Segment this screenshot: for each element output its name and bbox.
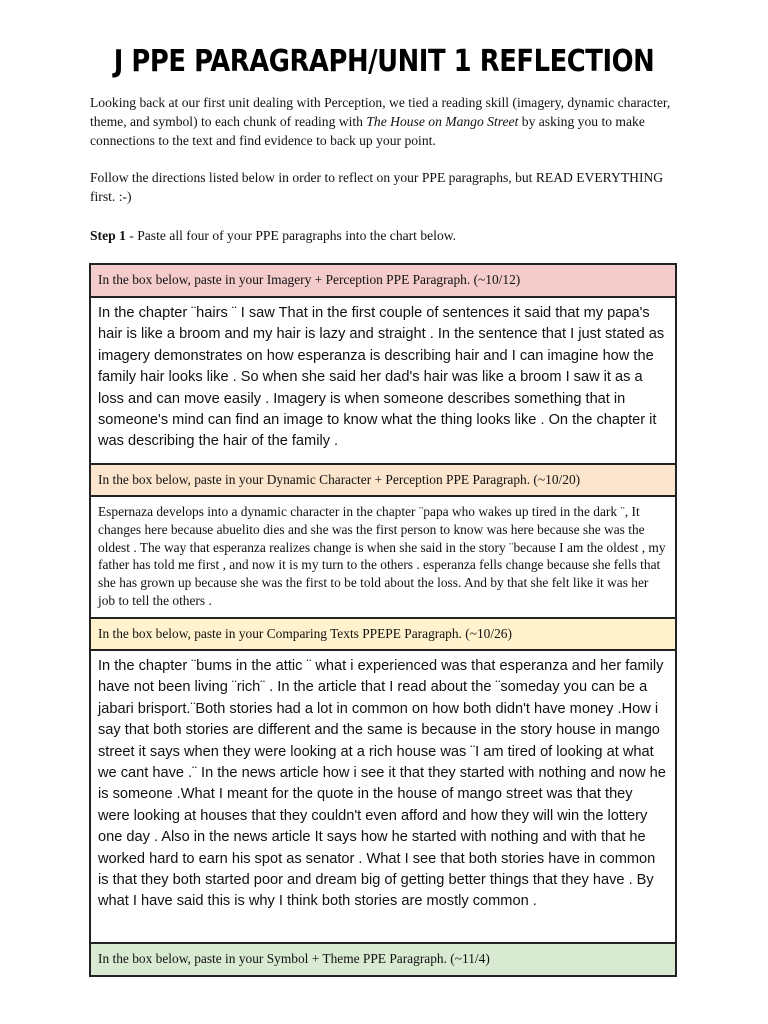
step-1-instruction [90,226,684,245]
page-title: J PPE PARAGRAPH/UNIT 1 REFLECTION [113,44,655,79]
comparing-texts-paragraph-cell[interactable]: In the chapter ¨bums in the attic ¨ what i experienced was that esperanza and her family have not been living ¨rich¨ . In the article that I read about the ¨someday you can be a jabari brisport.¨Both stories had a lot in common on how both didn't have money .How i say that both stories are different and the same is because in the story house in mango street it says when they were looking at a rich house was ¨I am tired of looking at what we cant have .¨ In the news article how i see it that they started with nothing and now he is someone .What I meant for the quote in the house of mango street was that they were looking at houses that they couldn't even afford and how they will win the lottery one day . Also in the news article It says how he started with nothing and with that he worked hard to earn his spot as senator . What I see that both stories have in common is that they both started poor and dream big of getting better things that they have . By what I have said this is why I think both stories are mostly common . [91,651,675,944]
directions-paragraph: Follow the directions listed below in order to reflect on your PPE paragraphs, but READ EVERYTHING first. :-) [90,170,664,204]
imagery-header-cell: In the box below, paste in your Imagery + Perception PPE Paragraph. (~10/12) [91,265,675,298]
dynamic-character-paragraph-cell[interactable]: Espernaza develops into a dynamic character in the chapter ¨papa who wakes up tired in the dark ¨, It changes here because abuelito dies and she was the first person to know was here because she was the oldest . The way that esperanza realizes change is when she said in the story ¨because I am the oldest , my father has told me first , and now it is my turn to the others . esperanza fells change because she fells that she has grown up because she was the first to be told about the loss. And by that she felt like it was her job to tell the others . [91,497,675,619]
intro-text-start: Looking back at our first unit dealing with Perception, we tied a reading skill (imagery, dynamic character, theme, and symbol) to each chunk of reading with [90,95,671,129]
comparing-texts-header-cell: In the box below, paste in your Comparing Texts PPEPE Paragraph. (~10/26) [91,619,675,651]
intro-paragraph [90,93,684,150]
step-label: Step 1 [90,228,126,243]
ppe-chart [89,263,677,977]
symbol-theme-header-cell: In the box below, paste in your Symbol + Theme PPE Paragraph. (~11/4) [91,944,675,977]
intro-text-end: by asking you to make connections to the text and find evidence to back up your point. [90,114,645,148]
step-text: - Paste all four of your PPE paragraphs into the chart below. [125,228,457,243]
book-title: The House on Mango Street [366,114,519,129]
dynamic-character-header-cell: In the box below, paste in your Dynamic Character + Perception PPE Paragraph. (~10/20) [91,465,675,497]
imagery-paragraph-cell[interactable]: In the chapter ¨hairs ¨ I saw That in the first couple of sentences it said that my papa's hair is like a broom and my hair is lazy and straight . In the sentence that I just stated as imagery demonstrates on how esperanza is describing hair and I can imagine how the family hair looks like . So when she said her dad's hair was like a broom I saw it as a loss and can move easily . Imagery is when someone describes something that in someone's mind can find an image to know what the thing looks like . On the chapter it was describing the hair of the family . [91,298,675,465]
